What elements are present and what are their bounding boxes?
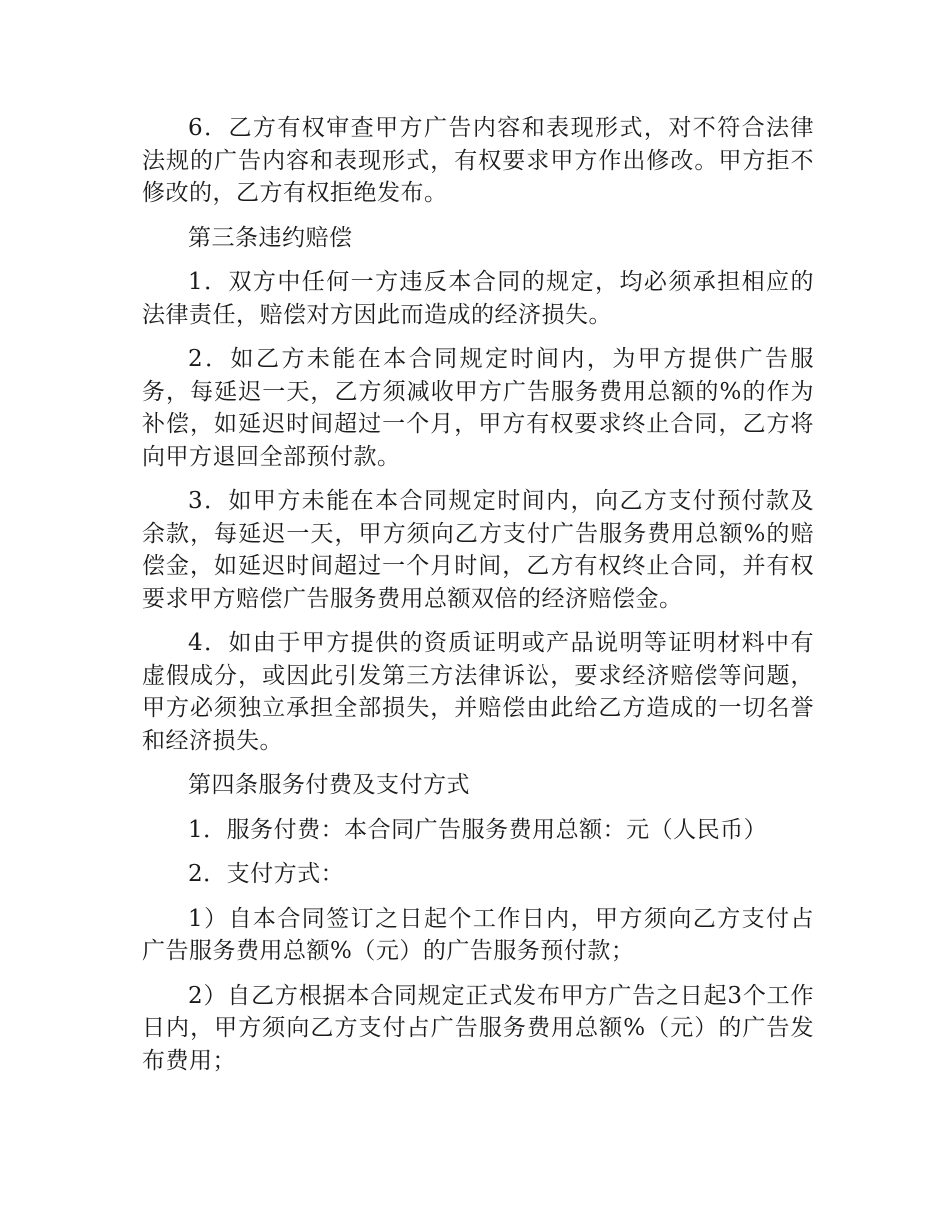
paragraph-payment-method-2: 2）自乙方根据本合同规定正式发布甲方广告之日起3个工作日内，甲方须向乙方支付占广告服务费用总额%（元）的广告发布费用； [142, 982, 814, 1074]
paragraph-payment-2: 2．支付方式： [188, 861, 345, 887]
heading-article-3-breach: 第三条违约赔偿 [188, 224, 353, 251]
paragraph-breach-2: 2．如乙方未能在本合同规定时间内，为甲方提供广告服务，每延迟一天，乙方须减收甲方广告服务费用总额的%的作为补偿，如延迟时间超过一个月，甲方有权要求终止合同，乙方将向甲方退回全部预付款。 [142, 346, 814, 470]
paragraph-clause-6: 6．乙方有权审查甲方广告内容和表现形式，对不符合法律法规的广告内容和表现形式，有权要求甲方作出修改。甲方拒不修改的，乙方有权拒绝发布。 [142, 115, 814, 206]
heading-article-4-payment: 第四条服务付费及支付方式 [188, 772, 470, 798]
paragraph-breach-4: 4．如由于甲方提供的资质证明或产品说明等证明材料中有虚假成分，或因此引发第三方法律诉讼，要求经济赔偿等问题，甲方必须独立承担全部损失，并赔偿由此给乙方造成的一切名誉和经济损失。 [142, 630, 814, 754]
document-body [142, 112, 814, 1089]
paragraph-breach-3: 3．如甲方未能在本合同规定时间内，向乙方支付预付款及余款，每延迟一天，甲方须向乙方支付广告服务费用总额%的赔偿金，如延迟时间超过一个月时间，乙方有权终止合同，并有权要求甲方赔偿广告服务费用总额双倍的经济赔偿金。 [142, 488, 814, 612]
paragraph-payment-method-1: 1）自本合同签订之日起个工作日内，甲方须向乙方支付占广告服务费用总额%（元）的广告服务预付款； [142, 905, 814, 964]
paragraph-payment-1: 1．服务付费：本合同广告服务费用总额：元（人民币） [188, 816, 768, 843]
paragraph-breach-1: 1．双方中任何一方违反本合同的规定，均必须承担相应的法律责任，赔偿对方因此而造成的经济损失。 [142, 269, 814, 328]
